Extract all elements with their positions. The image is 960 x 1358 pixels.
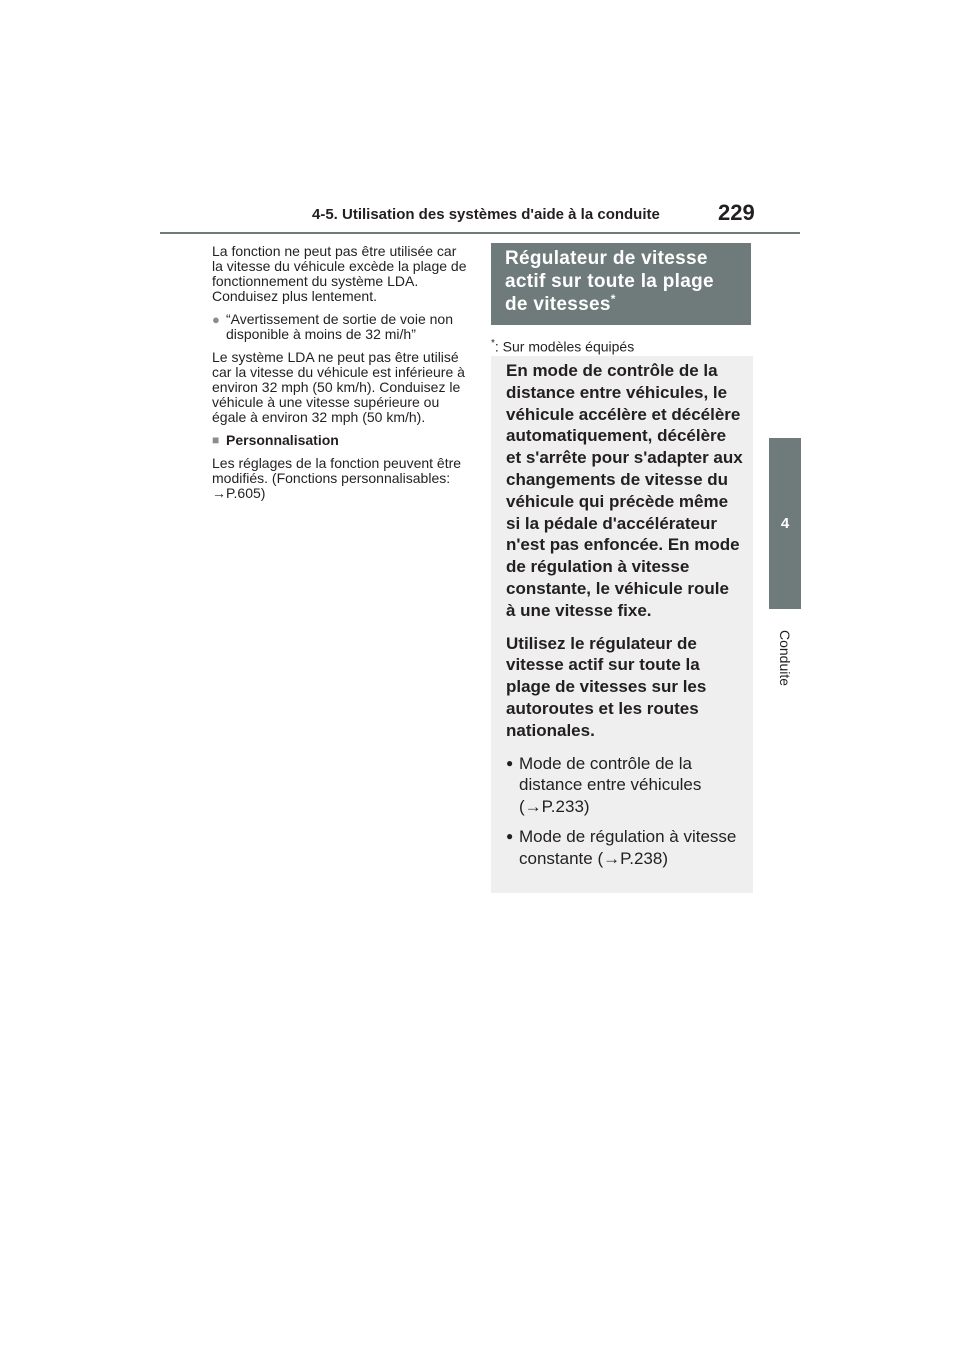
footnote	[491, 336, 751, 355]
mode-item-text: Mode de régulation à vitesse constante (→P.238)	[519, 826, 737, 868]
section-header-title: 4-5. Utilisation des systèmes d'aide à la conduite	[312, 206, 660, 223]
mode-item-constant-speed	[506, 826, 743, 870]
page-number: 229	[718, 200, 755, 225]
overview-panel	[491, 356, 753, 893]
title-footnote-mark: *	[610, 292, 616, 306]
chapter-label: Conduite	[777, 629, 794, 687]
left-column	[212, 244, 470, 509]
header-divider	[160, 232, 800, 234]
chapter-tab[interactable]	[769, 438, 801, 609]
subheading-personalisation	[212, 433, 470, 448]
subheading-text: Personnalisation	[226, 432, 339, 448]
mode-item-text: Mode de contrôle de la distance entre véhicules (→P.233)	[519, 753, 702, 817]
mode-item-distance-control	[506, 753, 743, 818]
chapter-label-container	[769, 618, 801, 698]
paragraph-speed-below: Le système LDA ne peut pas être utilisé car la vitesse du véhicule est inférieure à environ 32 mph (50 km/h). Conduisez le véhicule à une vitesse supérieure ou égale à environ 32 mph (50 km/h).	[212, 349, 465, 425]
bullet-dot-icon: ●	[506, 828, 514, 843]
paragraph-speed-exceeded: La fonction ne peut pas être utilisée car la vitesse du véhicule excède la plage de fonctionnement du système LDA. Conduisez plus lentement.	[212, 243, 467, 304]
bullet-dot-icon: ●	[212, 312, 220, 327]
intro-paragraph-1: En mode de contrôle de la distance entre véhicules, le véhicule accélère et décélère automatiquement, décélère et s'arrête pour s'adapter aux changements de vitesse du véhicule qui précède même si la pédale d'accélérateur n'est pas enfoncée. En mode de régulation à vitesse constante, le véhicule roule à une vitesse fixe.	[506, 361, 743, 620]
footnote-mark: *	[491, 338, 495, 349]
chapter-number: 4	[780, 515, 790, 532]
intro-paragraph-2: Utilisez le régulateur de vitesse actif sur toute la plage de vitesses sur les autoroutes et les routes nationales.	[506, 633, 707, 740]
paragraph-customization: Les réglages de la fonction peuvent être modifiés. (Fonctions personnalisables: →P.605)	[212, 455, 462, 501]
bullet-dot-icon: ●	[506, 755, 514, 770]
section-title-box	[491, 243, 751, 325]
square-bullet-icon: ■	[212, 433, 220, 447]
bullet-warning-message	[212, 312, 470, 342]
section-title: Régulateur de vitesse actif sur toute la plage de vitesses	[505, 248, 714, 315]
bullet-warning-text: “Avertissement de sortie de voie non disponible à moins de 32 mi/h”	[226, 311, 453, 342]
footnote-text: : Sur modèles équipés	[494, 338, 635, 355]
